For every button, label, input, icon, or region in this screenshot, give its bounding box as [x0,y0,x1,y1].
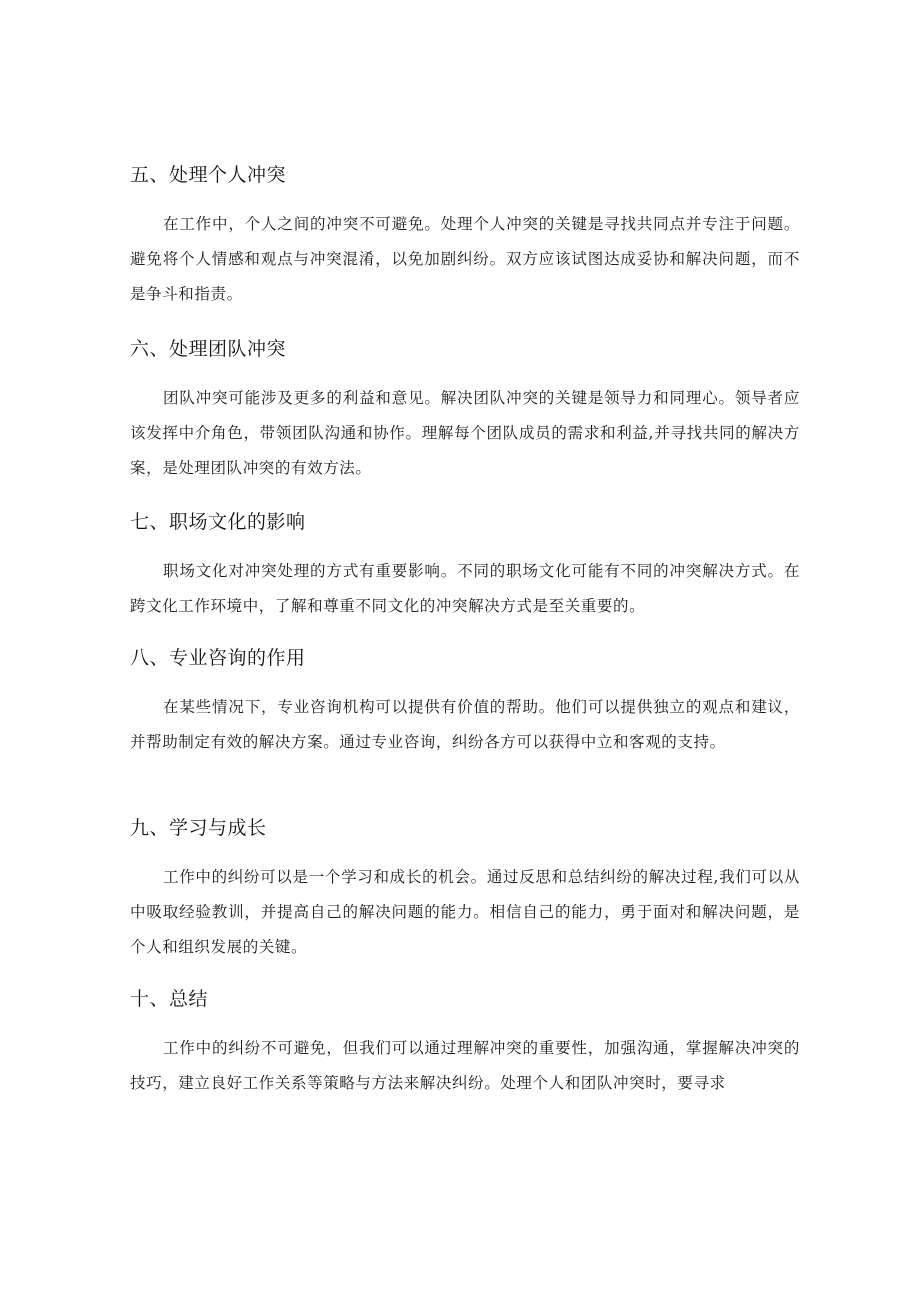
section-paragraph: 在某些情况下，专业咨询机构可以提供有价值的帮助。他们可以提供独立的观点和建议，并帮助制定有效的解决方案。通过专业咨询，纠纷各方可以获得中立和客观的支持。 [130,698,800,751]
section-learning-growth [130,816,800,965]
section-paragraph: 工作中的纠纷可以是一个学习和成长的机会。通过反思和总结纠纷的解决过程,我们可以从中吸取经验教训，并提高自己的解决问题的能力。相信自己的能力，勇于面对和解决问题，是个人和组织发展的关键。 [130,868,800,956]
section-team-conflict [130,337,800,486]
section-summary [130,987,800,1101]
section-heading: 五、处理个人冲突 [130,164,287,186]
section-professional-consulting [130,646,800,760]
section-personal-conflict [130,163,800,312]
section-heading: 十、总结 [130,988,209,1010]
section-paragraph: 工作中的纠纷不可避免，但我们可以通过理解冲突的重要性，加强沟通，掌握解决冲突的技巧，建立良好工作关系等策略与方法来解决纠纷。处理个人和团队冲突时，要寻求 [130,1039,800,1092]
section-heading: 八、专业咨询的作用 [130,647,306,669]
section-workplace-culture [130,510,800,624]
section-heading: 九、学习与成长 [130,817,267,839]
section-heading: 七、职场文化的影响 [130,511,306,533]
section-paragraph: 团队冲突可能涉及更多的利益和意见。解决团队冲突的关键是领导力和同理心。领导者应该发挥中介角色，带领团队沟通和协作。理解每个团队成员的需求和利益,并寻找共同的解决方案，是处理团队冲突的有效方法。 [130,389,800,477]
section-paragraph: 在工作中，个人之间的冲突不可避免。处理个人冲突的关键是寻找共同点并专注于问题。避免将个人情感和观点与冲突混淆，以免加剧纠纷。双方应该试图达成妥协和解决问题，而不是争斗和指责。 [130,215,800,303]
section-paragraph: 职场文化对冲突处理的方式有重要影响。不同的职场文化可能有不同的冲突解决方式。在跨文化工作环境中，了解和尊重不同文化的冲突解决方式是至关重要的。 [130,562,800,615]
section-heading: 六、处理团队冲突 [130,338,287,360]
